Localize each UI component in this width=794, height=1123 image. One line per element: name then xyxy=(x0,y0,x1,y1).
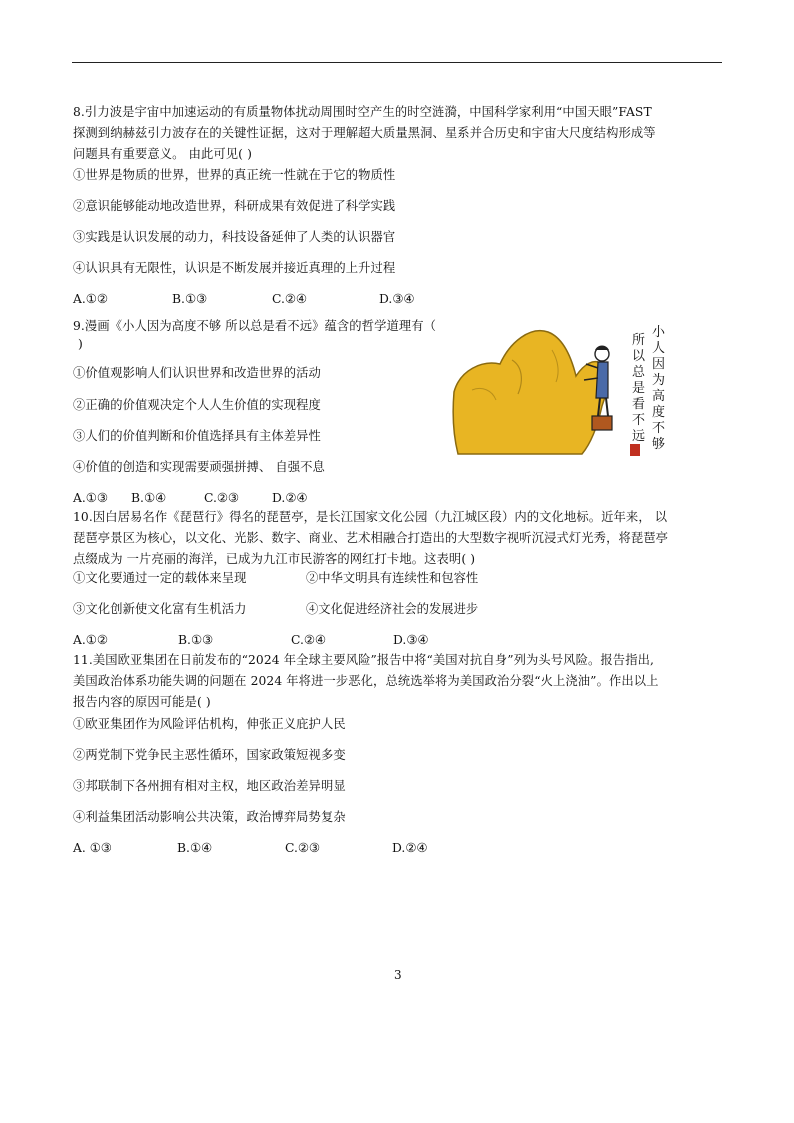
q9-statement-4: ④价值的创造和实现需要顽强拼搏、 自强不息 xyxy=(73,460,325,474)
q11-stem-line-3: 报告内容的原因可能是( ) xyxy=(73,695,211,709)
caption-char: 远 xyxy=(632,429,646,444)
q11-option-a: A. ①③ xyxy=(73,841,112,855)
caption-char: 以 xyxy=(632,349,646,364)
q11-statement-1: ①欧亚集团作为风险评估机构，伸张正义庇护人民 xyxy=(73,717,346,731)
q11-option-b: B.①④ xyxy=(177,841,212,855)
caption-char: 高 xyxy=(652,389,666,404)
caption-char: 所 xyxy=(632,333,646,348)
q9-statement-1: ①价值观影响人们认识世界和改造世界的活动 xyxy=(73,366,321,380)
caption-char: 是 xyxy=(632,381,646,396)
caption-char: 不 xyxy=(652,421,666,436)
q8-option-c: C.②④ xyxy=(272,292,307,306)
q8-option-b: B.①③ xyxy=(172,292,207,306)
q10-stem-line-3: 点缀成为 一片亮丽的海洋，已成为九江市民游客的网红打卡地。这表明( ) xyxy=(73,552,476,566)
q8-statement-3: ③实践是认识发展的动力，科技设备延伸了人类的认识器官 xyxy=(73,230,396,244)
q9-statement-2: ②正确的价值观决定个人人生价值的实现程度 xyxy=(73,398,321,412)
q9-stem-line-1: 9.漫画《小人因为高度不够 所以总是看不远》蕴含的哲学道理有（ xyxy=(73,319,437,333)
caption-char: 因 xyxy=(652,357,666,372)
q9-stem-line-2: ) xyxy=(78,337,83,351)
q8-stem-line-2: 探测到纳赫兹引力波存在的关键性证据，这对于理解超大质量黑洞、星系并合历史和宇宙大尺度结构形成等 xyxy=(73,126,656,140)
q10-option-a: A.①② xyxy=(73,633,108,647)
caption-char: 度 xyxy=(652,405,666,420)
q8-statement-4: ④认识具有无限性，认识是不断发展并接近真理的上升过程 xyxy=(73,261,396,275)
q8-stem-line-3: 问题具有重要意义。 由此可见( ) xyxy=(73,147,252,161)
q10-option-c: C.②④ xyxy=(291,633,326,647)
q10-statement-3: ③文化创新使文化富有生机活力 xyxy=(73,602,247,616)
q10-statement-4: ④文化促进经济社会的发展进步 xyxy=(306,602,479,616)
seal-stamp xyxy=(630,444,640,456)
q11-statement-3: ③邦联制下各州拥有相对主权，地区政治差异明显 xyxy=(73,779,346,793)
q10-stem-line-1: 10.因白居易名作《琵琶行》得名的琵琶亭，是长江国家文化公园（九江城区段）内的文化地标。近年来， 以 xyxy=(73,510,668,524)
caption-char: 为 xyxy=(652,373,666,388)
page-number: 3 xyxy=(394,968,402,982)
q11-option-c: C.②③ xyxy=(285,841,320,855)
q9-statement-3: ③人们的价值判断和价值选择具有主体差异性 xyxy=(73,429,321,443)
q8-option-a: A.①② xyxy=(73,292,108,306)
q8-statement-1: ①世界是物质的世界，世界的真正统一性就在于它的物质性 xyxy=(73,168,396,182)
q11-option-d: D.②④ xyxy=(392,841,428,855)
caption-char: 小 xyxy=(652,325,666,340)
mountain-shape xyxy=(453,331,607,454)
caption-char: 不 xyxy=(632,413,646,428)
q9-option-d: D.②④ xyxy=(272,491,308,505)
q10-option-b: B.①③ xyxy=(178,633,213,647)
q8-statement-2: ②意识能够能动地改造世界，科研成果有效促进了科学实践 xyxy=(73,199,396,213)
q11-stem-line-2: 美国政治体系功能失调的问题在 2024 年将进一步恶化，总统选举将为美国政治分裂“火上浇油”。作出以上 xyxy=(73,674,659,688)
caption-char: 看 xyxy=(632,397,646,412)
q8-stem-line-1: 8.引力波是宇宙中加速运动的有质量物体扰动周围时空产生的时空涟漪，中国科学家利用“中国天眼”FAST xyxy=(73,105,652,119)
header-rule xyxy=(72,62,722,63)
q8-option-d: D.③④ xyxy=(379,292,415,306)
q10-option-d: D.③④ xyxy=(393,633,429,647)
q11-statement-4: ④利益集团活动影响公共决策，政治博弈局势复杂 xyxy=(73,810,346,824)
caption-char: 总 xyxy=(632,365,646,380)
q10-stem-line-2: 琵琶亭景区为核心，以文化、光影、数字、商业、艺术相融合打造出的大型数字视听沉浸式灯光秀，将琵琶亭 xyxy=(73,531,669,545)
q10-statement-1: ①文化要通过一定的载体来呈现 xyxy=(73,571,247,585)
q9-option-c: C.②③ xyxy=(204,491,239,505)
q9-option-b: B.①④ xyxy=(131,491,166,505)
q11-statement-2: ②两党制下党争民主恶性循环，国家政策短视多变 xyxy=(73,748,346,762)
caption-char: 人 xyxy=(652,341,666,356)
cartoon-caption xyxy=(632,325,666,452)
q11-stem-line-1: 11.美国欧亚集团在日前发布的“2024 年全球主要风险”报告中将“美国对抗自身”列为头号风险。报告指出, xyxy=(73,653,654,667)
q9-option-a: A.①③ xyxy=(73,491,108,505)
cartoon-illustration xyxy=(452,320,674,460)
q10-statement-2: ②中华文明具有连续性和包容性 xyxy=(306,571,479,585)
caption-char: 够 xyxy=(652,437,666,452)
cartoon-svg xyxy=(452,320,674,460)
